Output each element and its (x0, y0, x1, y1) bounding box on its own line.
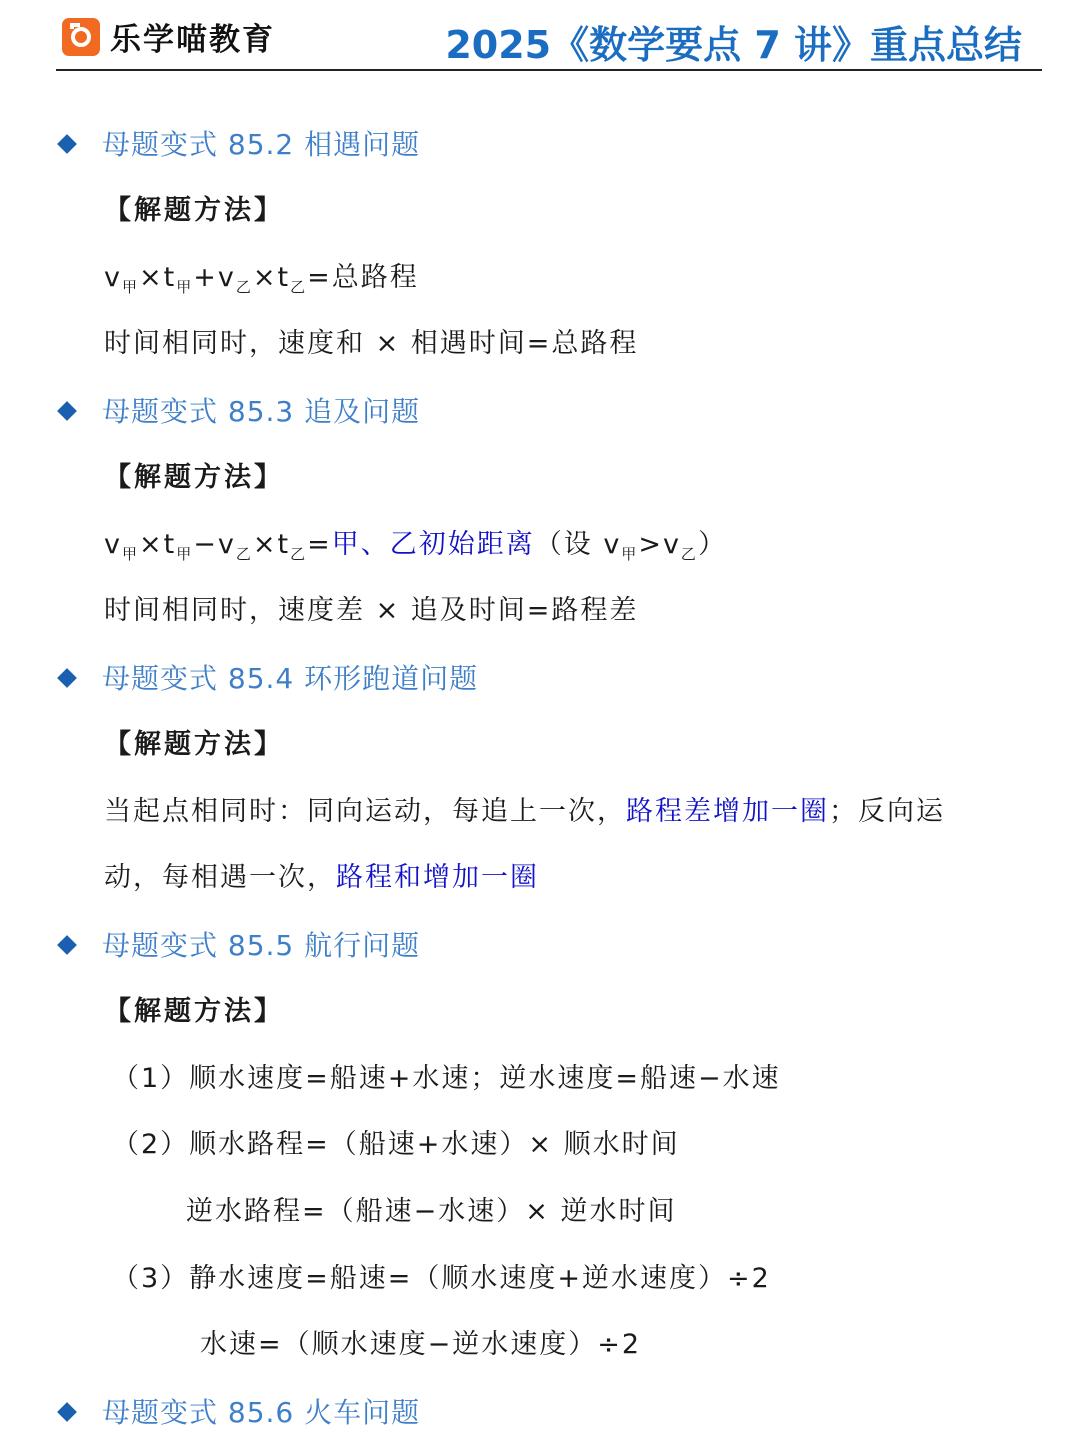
section-heading-85-5 (0, 913, 1080, 979)
method-label: 【解题方法】 (104, 462, 284, 493)
boat-rule-3: （3）静水速度=船速=（顺水速度+逆水速度）÷2 (112, 1263, 771, 1294)
meeting-formula: $v_甲\times t_甲+v_乙\times t_乙=$总路程 (104, 262, 419, 296)
method-label-row (0, 712, 1080, 778)
text-row (0, 1179, 1080, 1245)
method-label: 【解题方法】 (104, 996, 284, 1027)
section-heading-85-2 (0, 112, 1080, 178)
text-row (0, 845, 1080, 911)
method-label-row (0, 445, 1080, 511)
section-title: 母题变式 85.5 航行问题 (102, 929, 421, 962)
chase-rule-text: 时间相同时，速度差 × 追及时间=路程差 (104, 595, 639, 626)
diamond-bullet-icon (57, 1402, 77, 1422)
chase-formula: $v_甲\times t_甲-v_乙\times t_乙=$甲、乙初始距离（设 $v_甲>v_乙$） (104, 529, 727, 563)
boat-rule-3b: 水速=（顺水速度−逆水速度）÷2 (200, 1329, 642, 1360)
text-row (0, 1046, 1080, 1112)
text-row (0, 1312, 1080, 1378)
formula-row (0, 512, 1080, 578)
section-heading-85-6 (0, 1380, 1080, 1446)
text-row (0, 1246, 1080, 1312)
section-heading-85-3 (0, 379, 1080, 445)
text-row (0, 1112, 1080, 1178)
boat-rule-2b: 逆水路程=（船速−水速）× 逆水时间 (186, 1196, 677, 1227)
method-label: 【解题方法】 (104, 729, 284, 760)
method-label-row (0, 178, 1080, 244)
diamond-bullet-icon (57, 668, 77, 688)
text-row (0, 779, 1080, 845)
brand-logo (62, 14, 275, 59)
diamond-bullet-icon (57, 935, 77, 955)
boat-rule-2: （2）顺水路程=（船速+水速）× 顺水时间 (112, 1129, 680, 1160)
document-title: 2025《数学要点 7 讲》重点总结 (445, 23, 1022, 67)
text-row (0, 578, 1080, 644)
formula-row (0, 245, 1080, 311)
method-label: 【解题方法】 (104, 195, 284, 226)
section-title: 母题变式 85.4 环形跑道问题 (102, 662, 479, 695)
boat-rule-1: （1）顺水速度=船速+水速；逆水速度=船速−水速 (112, 1063, 781, 1094)
section-title: 母题变式 85.6 火车问题 (102, 1396, 421, 1429)
diamond-bullet-icon (57, 134, 77, 154)
meeting-rule-text: 时间相同时，速度和 × 相遇时间=总路程 (104, 328, 639, 359)
diamond-bullet-icon (57, 401, 77, 421)
logo-text: 乐学喵教育 (110, 22, 275, 58)
page-header (0, 0, 1080, 72)
header-divider (56, 69, 1042, 71)
method-label-row (0, 979, 1080, 1045)
section-heading-85-4 (0, 646, 1080, 712)
section-title: 母题变式 85.2 相遇问题 (102, 128, 421, 161)
track-rule-text-1: 当起点相同时：同向运动，每追上一次，路程差增加一圈；反向运 (104, 796, 945, 827)
section-title: 母题变式 85.3 追及问题 (102, 395, 421, 428)
logo-icon (62, 18, 100, 56)
text-row (0, 311, 1080, 377)
track-rule-text-2: 动，每相遇一次，路程和增加一圈 (104, 862, 539, 893)
